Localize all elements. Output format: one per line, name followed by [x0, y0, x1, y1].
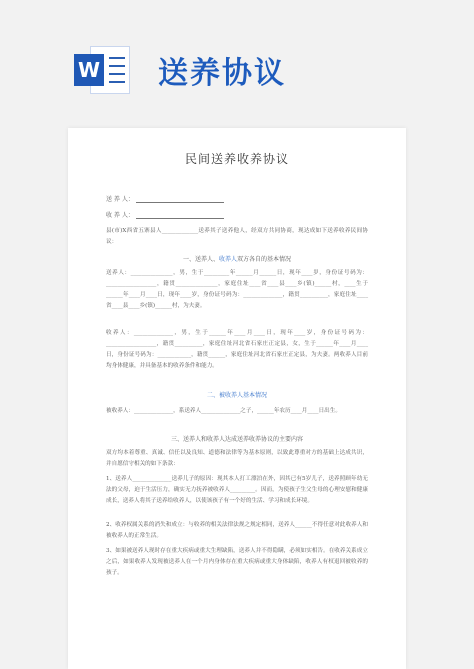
section-3-heading: [68, 434, 406, 443]
sender-info-paragraph: 送养人：_______________，男，生于_________年______月______日，现年____岁，身份证号码为：__________________，籍贯_______________，家庭住址____省____县____乡(镇)______村，____生于______年____月____日，现年____岁，身份证号码为：______________，籍贯__________，家庭住址____省____县____乡(镇)______村，为夫妻。: [106, 270, 368, 309]
section-2-text: 二、被收养人基本情况: [206, 392, 267, 399]
adopter-field: [106, 210, 224, 219]
intro-paragraph: 县(市)X西省五寨县人_____________送养其子送养他人，经双方共同协商，现达成如下送养收养民间协议：: [106, 228, 368, 245]
word-badge: W: [74, 54, 104, 86]
adopter-info-paragraph: 收养人：______________，男，生于______年____月____日，现年____岁，身份证号码为：__________________，籍贯__________，家庭住址河北省石家庄正定县，女，生于______年____月____日，身份证号码为：____________，籍贯______，家庭住址河北省石家庄正定县，为夫妻。两收养人目前均身体健康，并具备基本的收养条件和能力。: [106, 330, 368, 369]
section-1-text: 一、送养人、收养人双方各自的基本情况: [182, 256, 292, 263]
sender-field: [106, 194, 224, 203]
clause-3-paragraph: 3、如果被送养人现时存在重大疾病或重大生理缺陷，送养人并不得隐瞒，必须如实相告。在收养关系成立之后，如果收养人发现被送养人在一个月内身体存在重大疾病或重大身体缺陷，收养人有权退回被收养的孩子。: [106, 548, 368, 576]
agreement-principle-paragraph: 双方均本着尊重、真诚、信任以及良知、道德和法律等为基本原则，以致此尊重对方的基础上达成共识，并自愿信守相关的如下条款：: [106, 450, 368, 467]
adopter-label: 收 养 人：: [106, 212, 134, 219]
page-header: [0, 0, 474, 110]
section-3-text: 三、送养人和收养人达成送养收养协议的主要内容: [170, 436, 303, 443]
section-1-heading: [68, 254, 406, 263]
word-document-icon: [74, 44, 134, 96]
clause-2-paragraph: 2、收养权属关系的消失和成立：与收养的相关法律法规之规定相同，送养人______不得任意对此收养人和被收养人的正常生活。: [106, 522, 368, 539]
section-2-heading: [68, 390, 406, 399]
document-preview: [68, 128, 406, 669]
document-title: 民间送养收养协议: [184, 152, 289, 166]
adoptee-info-paragraph: 被收养人：______________，系送养人______________之子，______年农历____月____日出生。: [106, 408, 341, 414]
sender-label: 送 养 人：: [106, 196, 134, 203]
section-1-highlight: 收养人: [218, 256, 237, 263]
page-title: 送养协议: [158, 56, 286, 91]
clause-1-paragraph: 1、送养人______________送养儿子的原因：现其本人打工漂泊在外，因其已有5岁儿子，送养照顾年幼无法的父母，迫于生活压力，确实无力抚养被收养人_________。因而，为使孩子生父生母的心理安慰和健康成长，送养人将其子送养给收养人，以使该孩子有一个好的生活、学习和成长环境。: [106, 476, 368, 504]
